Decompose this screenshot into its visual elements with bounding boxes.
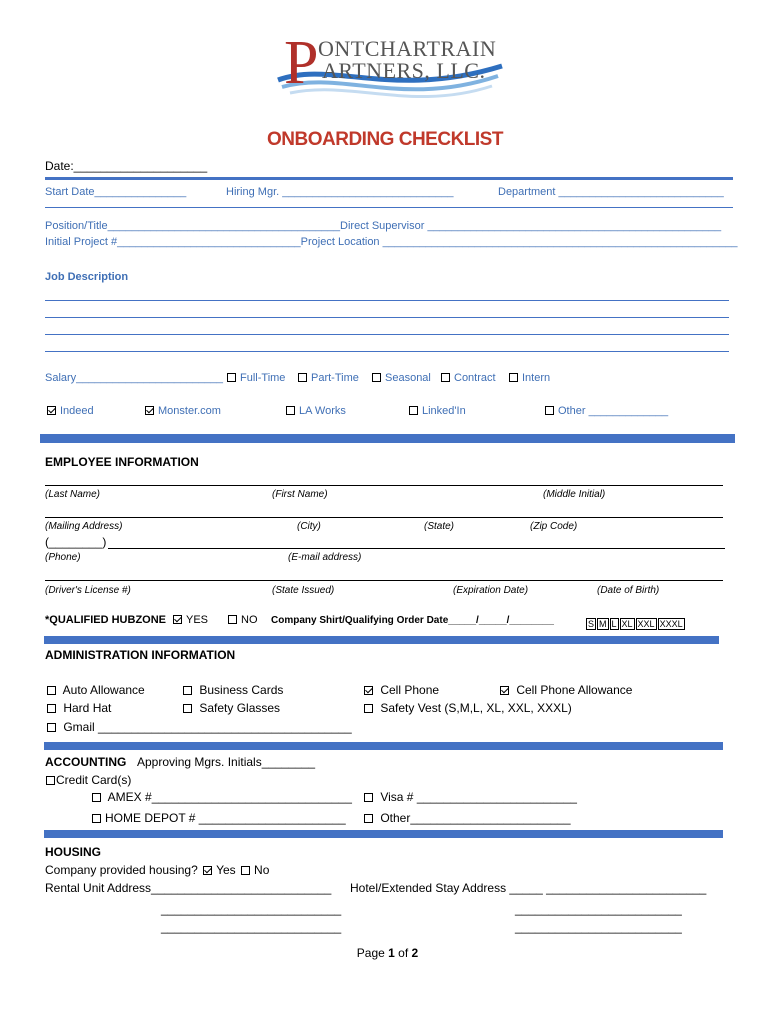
auto-allowance-checkbox[interactable] <box>47 683 145 697</box>
checkbox-label: Cell Phone Allowance <box>516 683 633 697</box>
size-xxxl[interactable]: XXXL <box>659 619 683 629</box>
expiration-label: (Expiration Date) <box>453 585 529 596</box>
checkbox-label: HOME DEPOT # ______________________ <box>105 811 346 825</box>
checkbox-icon[interactable] <box>183 704 192 713</box>
checkbox-label: Monster.com <box>158 405 221 417</box>
credit-card-checkbox[interactable] <box>46 773 131 787</box>
checkbox-icon[interactable] <box>364 704 373 713</box>
checkbox-label: Credit Card(s) <box>56 773 132 787</box>
checkbox-label: Visa # ________________________ <box>380 790 577 804</box>
job-description-line[interactable] <box>45 351 729 352</box>
page-title: ONBOARDING CHECKLIST <box>267 129 503 150</box>
la-works-checkbox[interactable] <box>286 405 346 417</box>
start-date-field[interactable]: Start Date_______________ <box>45 186 187 198</box>
hubzone-no-checkbox[interactable] <box>228 614 258 626</box>
checkbox-icon[interactable] <box>228 615 237 624</box>
checkbox-icon[interactable] <box>241 866 250 875</box>
checkbox-label: Other _____________ <box>558 405 669 417</box>
company-logo <box>272 30 508 105</box>
drivers-license-label: (Driver's License #) <box>45 585 131 596</box>
housing-provided-question <box>45 863 269 877</box>
checkbox-icon[interactable] <box>372 373 381 382</box>
accounting-heading: ACCOUNTING <box>45 755 127 769</box>
checkbox-label: YES <box>186 614 209 626</box>
department-field[interactable]: Department ___________________________ <box>498 186 724 198</box>
city-label: (City) <box>297 521 321 532</box>
logo-line2: ARTNERS, LLC. <box>322 58 486 83</box>
hotel-address-line-2[interactable]: _________________________ <box>515 902 682 916</box>
approving-initials-field[interactable]: Approving Mgrs. Initials________ <box>137 755 316 769</box>
job-description-line[interactable] <box>45 334 729 335</box>
middle-initial-label: (Middle Initial) <box>543 489 606 500</box>
shirt-size-options[interactable] <box>586 614 686 632</box>
checkbox-label: Linked'In <box>422 405 466 417</box>
page-of: of <box>394 946 412 960</box>
checkbox-label: Seasonal <box>385 372 431 384</box>
indeed-checkbox[interactable] <box>47 405 94 417</box>
initial-project-field[interactable]: Initial Project #______________________________Project Location __________________________________________________________ <box>45 236 738 248</box>
hotel-address-line-3[interactable]: _________________________ <box>515 920 682 934</box>
section-divider <box>40 434 735 443</box>
state-label: (State) <box>424 521 455 532</box>
rental-address-line-3[interactable]: ___________________________ <box>161 920 342 934</box>
checked-box-icon[interactable] <box>47 406 56 415</box>
date-field[interactable]: Date:____________________ <box>45 159 208 173</box>
linkedin-checkbox[interactable] <box>409 405 466 417</box>
last-name-label: (Last Name) <box>45 489 101 500</box>
address-line[interactable] <box>45 517 723 518</box>
hard-hat-checkbox[interactable] <box>47 701 111 715</box>
size-xl[interactable]: XL <box>621 619 633 629</box>
checkbox-label: Business Cards <box>199 683 284 697</box>
checkbox-label: Contract <box>454 372 496 384</box>
logo-line1: ONTCHARTRAIN <box>318 36 497 61</box>
checkbox-label: Other________________________ <box>380 811 571 825</box>
checkbox-icon[interactable] <box>409 406 418 415</box>
parttime-checkbox[interactable] <box>298 372 359 384</box>
salary-field[interactable]: Salary________________________ <box>45 372 224 384</box>
business-cards-checkbox[interactable] <box>183 683 283 697</box>
state-issued-label: (State Issued) <box>272 585 335 596</box>
divider <box>45 207 733 208</box>
checkbox-label: Part-Time <box>311 372 359 384</box>
hubzone-label: *QUALIFIED HUBZONE <box>45 614 166 626</box>
intern-checkbox[interactable] <box>509 372 550 384</box>
safety-vest-checkbox[interactable] <box>364 701 572 715</box>
checkbox-label: Gmail ______________________________________ <box>63 720 352 734</box>
position-field[interactable]: Position/Title______________________________________Direct Supervisor ________________________________________________ <box>45 220 722 232</box>
size-s[interactable]: S <box>588 619 595 629</box>
other-card-checkbox[interactable] <box>364 811 571 825</box>
phone-email-line[interactable] <box>108 548 725 549</box>
page-number <box>0 946 770 960</box>
first-name-label: (First Name) <box>272 489 328 500</box>
section-divider <box>44 636 719 644</box>
size-l[interactable]: L <box>611 619 617 629</box>
checked-box-icon[interactable] <box>500 686 509 695</box>
amex-checkbox[interactable] <box>92 790 352 804</box>
cell-phone-checkbox[interactable] <box>364 683 439 697</box>
checked-box-icon[interactable] <box>203 866 212 875</box>
home-depot-checkbox[interactable] <box>92 811 346 825</box>
rental-address-field[interactable]: Rental Unit Address___________________________ <box>45 881 332 895</box>
size-m[interactable]: M <box>599 619 607 629</box>
license-line[interactable] <box>45 580 723 581</box>
checkbox-label: Indeed <box>60 405 94 417</box>
contract-checkbox[interactable] <box>441 372 496 384</box>
checkbox-icon[interactable] <box>545 406 554 415</box>
checkbox-label: Cell Phone <box>380 683 440 697</box>
housing-heading: HOUSING <box>45 845 102 859</box>
checkbox-label: Hard Hat <box>63 701 112 715</box>
checked-box-icon[interactable] <box>145 406 154 415</box>
checkbox-label: Safety Glasses <box>199 701 281 715</box>
checkbox-label: Intern <box>522 372 551 384</box>
section-divider <box>44 830 723 838</box>
checkbox-label: NO <box>241 614 258 626</box>
checkbox-label: Safety Vest (S,M,L, XL, XXL, XXXL) <box>380 701 572 715</box>
checkbox-icon[interactable] <box>364 814 373 823</box>
administration-heading: ADMINISTRATION INFORMATION <box>45 648 236 662</box>
zip-label: (Zip Code) <box>530 521 578 532</box>
seasonal-checkbox[interactable] <box>372 372 431 384</box>
phone-area-code[interactable]: (________) <box>45 535 107 549</box>
job-description-line[interactable] <box>45 317 729 318</box>
checkbox-label: LA Works <box>299 405 346 417</box>
checkbox-icon[interactable] <box>47 704 56 713</box>
hiring-mgr-field[interactable]: Hiring Mgr. ____________________________ <box>226 186 454 198</box>
size-xxl[interactable]: XXL <box>637 619 655 629</box>
job-description-label: Job Description <box>45 271 129 283</box>
shirt-order-field[interactable]: Company Shirt/Qualifying Order Date_____/_____/________ <box>271 615 554 626</box>
email-label: (E-mail address) <box>288 552 362 563</box>
checkbox-icon[interactable] <box>227 373 236 382</box>
hubzone-yes-checkbox[interactable] <box>173 614 208 626</box>
monster-checkbox[interactable] <box>145 405 221 417</box>
page-prefix: Page <box>356 946 389 960</box>
page-total: 2 <box>411 946 419 960</box>
gmail-checkbox[interactable] <box>47 720 352 734</box>
section-divider <box>44 742 723 750</box>
checkbox-icon[interactable] <box>47 686 56 695</box>
checkbox-icon[interactable] <box>509 373 518 382</box>
housing-provided-label: Company provided housing? <box>45 863 198 877</box>
page-current: 1 <box>388 946 395 960</box>
checkbox-icon[interactable] <box>47 723 56 732</box>
job-description-line[interactable] <box>45 300 729 301</box>
divider <box>45 177 733 180</box>
dob-label: (Date of Birth) <box>597 585 660 596</box>
checkbox-icon[interactable] <box>298 373 307 382</box>
mailing-address-label: (Mailing Address) <box>45 521 123 532</box>
checked-box-icon[interactable] <box>173 615 182 624</box>
safety-glasses-checkbox[interactable] <box>183 701 280 715</box>
checkbox-icon[interactable] <box>92 793 101 802</box>
fulltime-checkbox[interactable] <box>227 372 285 384</box>
logo-initial: P <box>284 29 319 97</box>
checkbox-icon[interactable] <box>92 814 101 823</box>
rental-address-line-2[interactable]: ___________________________ <box>161 902 342 916</box>
hotel-address-field[interactable]: Hotel/Extended Stay Address _____ ________________________ <box>350 881 707 895</box>
checkbox-label: Auto Allowance <box>62 683 145 697</box>
phone-label: (Phone) <box>45 552 81 563</box>
cell-phone-allowance-checkbox[interactable] <box>500 683 632 697</box>
checkbox-label: Full-Time <box>240 372 286 384</box>
checkbox-icon[interactable] <box>46 776 55 785</box>
employee-info-heading: EMPLOYEE INFORMATION <box>45 455 199 469</box>
checkbox-icon[interactable] <box>286 406 295 415</box>
housing-no-label: No <box>254 863 270 877</box>
checkbox-label: AMEX #______________________________ <box>107 790 352 804</box>
checkbox-icon[interactable] <box>183 686 192 695</box>
checked-box-icon[interactable] <box>364 686 373 695</box>
checkbox-icon[interactable] <box>441 373 450 382</box>
visa-checkbox[interactable] <box>364 790 577 804</box>
other-source-checkbox[interactable] <box>545 405 668 417</box>
housing-yes-label: Yes <box>216 863 236 877</box>
checkbox-icon[interactable] <box>364 793 373 802</box>
name-line[interactable] <box>45 485 723 486</box>
